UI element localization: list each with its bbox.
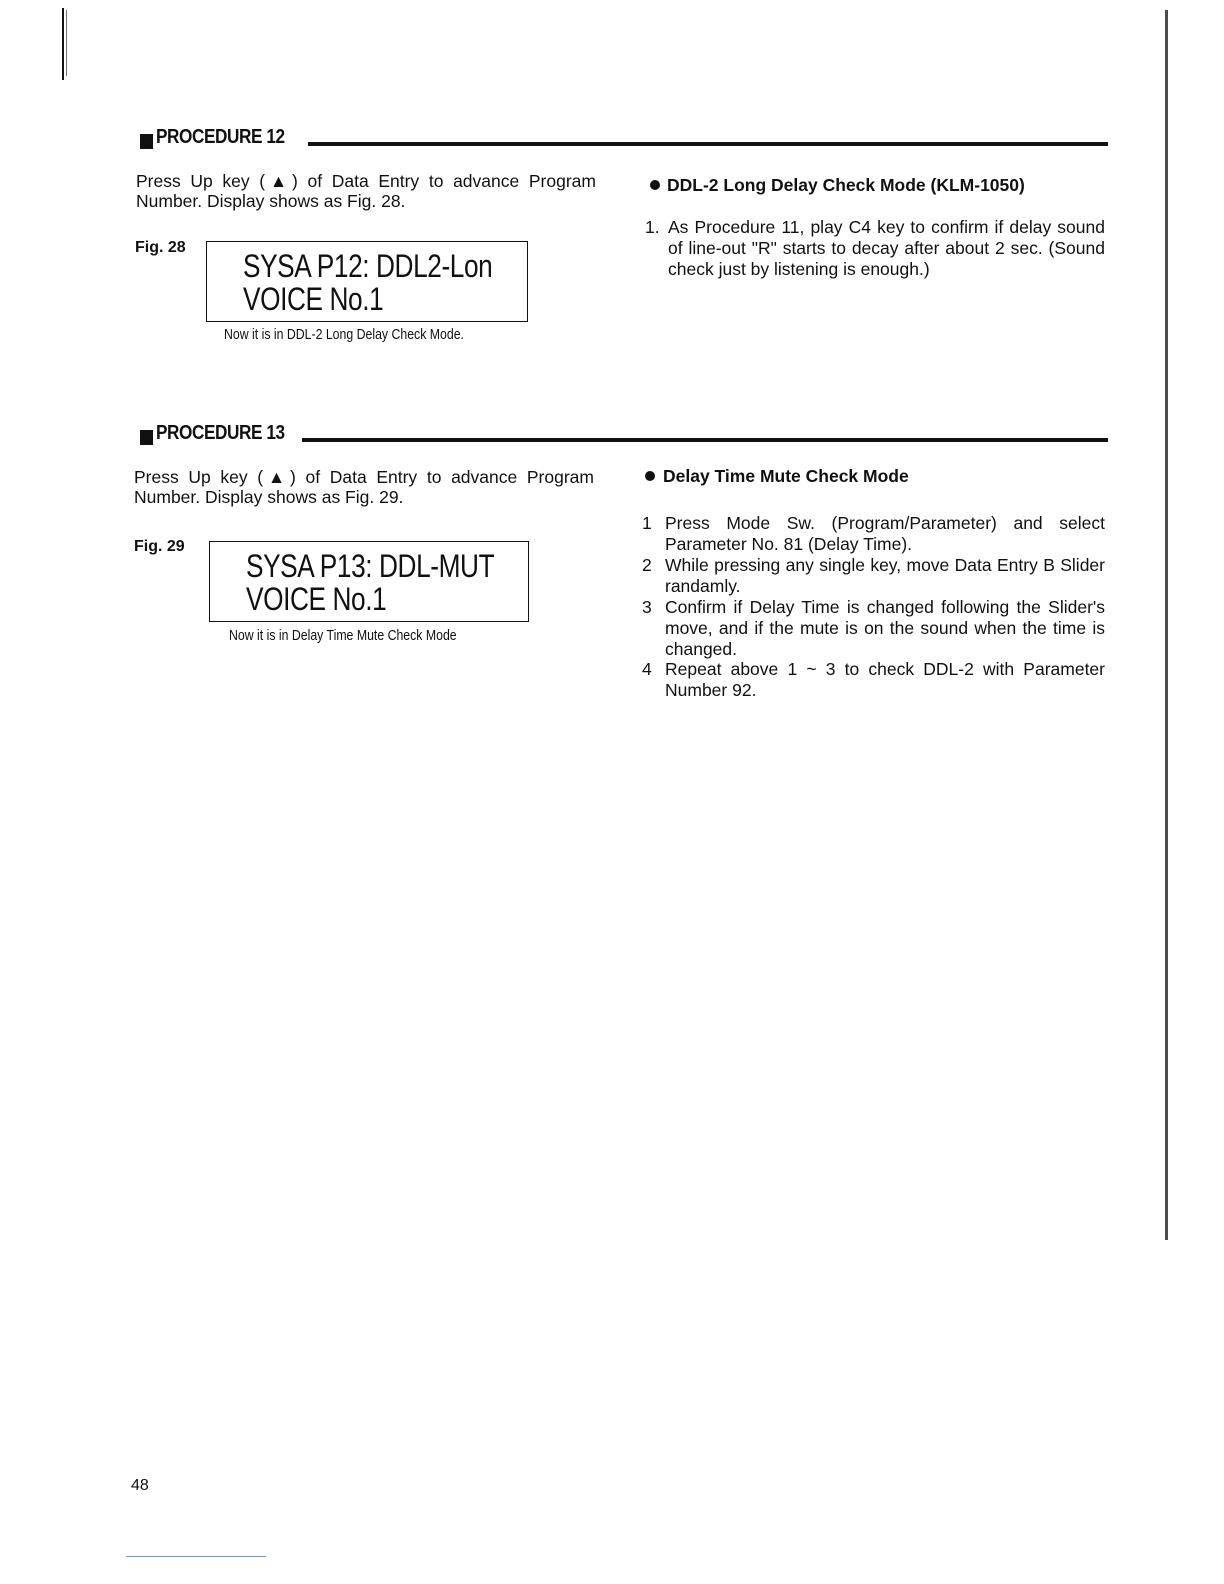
step-text: While pressing any single key, move Data Entry B Slider randamly. bbox=[665, 555, 1105, 596]
footer-rule bbox=[126, 1556, 266, 1557]
delay-time-mute-heading: Delay Time Mute Check Mode bbox=[663, 466, 909, 486]
lcd-display-fig-29 bbox=[209, 541, 529, 622]
step-number: 4 bbox=[642, 659, 652, 679]
page-edge bbox=[1165, 10, 1168, 1240]
lcd-display-fig-28 bbox=[206, 241, 528, 322]
square-bullet-icon bbox=[140, 134, 153, 149]
step-number: 2 bbox=[642, 555, 652, 575]
lcd-line-1: SYSA P12: DDL2-Lon bbox=[243, 248, 493, 284]
bullet-icon bbox=[650, 180, 660, 190]
procedure-13-text: Press Up key (▲) of Data Entry to advance Program Number. Display shows as Fig. 29. bbox=[134, 467, 594, 507]
step-number: 1 bbox=[642, 513, 652, 533]
fig-29-caption: Now it is in Delay Time Mute Check Mode bbox=[229, 627, 457, 644]
step-text: As Procedure 11, play C4 key to confirm if delay sound of line-out "R" starts to decay after about 2 sec. (Sound check just by listening is enough.) bbox=[668, 217, 1105, 279]
section-title: PROCEDURE 13 bbox=[156, 422, 285, 444]
procedure-12-heading bbox=[140, 126, 1108, 156]
lcd-line-2: VOICE No.1 bbox=[243, 281, 384, 317]
fig-29-label: Fig. 29 bbox=[134, 538, 185, 555]
procedure-13-heading bbox=[140, 422, 1108, 452]
step-text: Repeat above 1 ~ 3 to check DDL-2 with Parameter Number 92. bbox=[665, 659, 1105, 700]
fig-28-caption: Now it is in DDL-2 Long Delay Check Mode. bbox=[224, 326, 464, 343]
step-text: Press Mode Sw. (Program/Parameter) and select Parameter No. 81 (Delay Time). bbox=[665, 513, 1105, 554]
procedure-12-text: Press Up key (▲) of Data Entry to advance Program Number. Display shows as Fig. 28. bbox=[136, 171, 596, 211]
square-bullet-icon bbox=[140, 430, 153, 445]
lcd-line-2: VOICE No.1 bbox=[246, 581, 387, 617]
page-number: 48 bbox=[131, 1477, 149, 1494]
section-rule bbox=[302, 438, 1108, 442]
binding-mark bbox=[62, 8, 64, 80]
step-number: 1. bbox=[645, 217, 660, 237]
binding-mark bbox=[66, 10, 67, 76]
section-rule bbox=[308, 142, 1108, 146]
bullet-icon bbox=[645, 471, 655, 481]
lcd-line-1: SYSA P13: DDL-MUT bbox=[246, 548, 495, 584]
step-number: 3 bbox=[642, 597, 652, 617]
step-text: Confirm if Delay Time is changed following the Slider's move, and if the mute is on the sound when the time is changed. bbox=[665, 597, 1105, 659]
ddl2-long-delay-heading: DDL-2 Long Delay Check Mode (KLM-1050) bbox=[667, 175, 1025, 195]
section-title: PROCEDURE 12 bbox=[156, 126, 285, 148]
fig-28-label: Fig. 28 bbox=[135, 239, 186, 256]
